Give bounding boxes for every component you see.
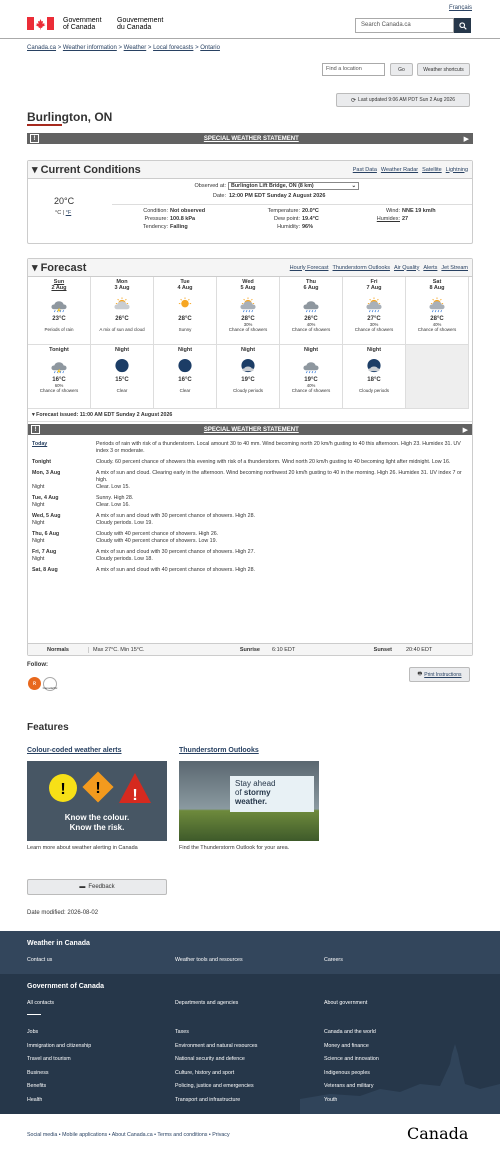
separator: •: [207, 1132, 213, 1138]
footer-divider: [27, 1014, 41, 1015]
detail-text: Cloudy with 40 percent chance of showers. Low 19.: [96, 538, 218, 544]
detail-period: Fri, 7 Aug: [32, 549, 57, 555]
detail-period: Night: [32, 502, 45, 508]
canada-flag-icon: [27, 17, 54, 30]
sun-cloud-rain-icon: [238, 297, 258, 313]
conditions-col2: Temperature: 20.0°C Dew point: 19.4°C Humidity: 96%: [267, 208, 319, 230]
forecast-day-name: Wed 5 Aug: [240, 279, 256, 291]
detail-period: Thu, 6 Aug: [32, 531, 60, 537]
breadcrumb-weather-info[interactable]: Weather information: [62, 45, 117, 51]
footer-link[interactable]: Transport and infrastructure: [175, 1096, 241, 1103]
unit-c[interactable]: °C: [55, 210, 62, 216]
detail-period[interactable]: Today: [32, 441, 48, 447]
humidex-link[interactable]: Humidex:: [376, 216, 400, 222]
forecast-temp: 28°C: [241, 316, 255, 322]
forecast-summary: Chance of showers: [291, 327, 331, 332]
detail-period: Tue, 4 Aug: [32, 495, 59, 501]
sws-banner-2[interactable]: [28, 424, 472, 435]
forecast-day-cell[interactable]: [91, 277, 154, 345]
footer-link[interactable]: Science and innovation: [324, 1056, 379, 1062]
sun-icon: [175, 297, 195, 313]
jet-stream-link[interactable]: Jet Stream: [441, 264, 468, 271]
search-icon: [459, 22, 467, 30]
last-updated-text: Last updated 9:06 AM PDT Sun 2 Aug 2026: [358, 97, 455, 103]
footer-link[interactable]: Health: [27, 1096, 43, 1103]
forecast-day-cell[interactable]: [280, 277, 343, 345]
forecast-night-temp: 16°C: [178, 377, 192, 383]
storm-img-text4: weather.: [235, 797, 268, 806]
breadcrumb-canada[interactable]: Canada.ca: [27, 45, 57, 51]
forecast-day-name: Tue 4 Aug: [177, 279, 193, 291]
forecast-detail-row: [32, 459, 468, 466]
forecast-days-row: [28, 277, 472, 345]
forecast-night-cell[interactable]: [217, 345, 280, 409]
detail-period: Night: [32, 538, 45, 544]
forecast-detail-row: [32, 470, 468, 484]
night-cloud-rain-icon: [301, 358, 321, 374]
footer-col3: [324, 1026, 379, 1107]
alert-icon: !: [30, 134, 39, 143]
detail-text: Cloudy. 60 percent chance of showers this evening with risk of a thunderstorm. Wind north 20 km/h gusting to 40 becoming light after midnight. Low 16.: [96, 459, 451, 465]
forecast-day-name: Sat 8 Aug: [429, 279, 445, 291]
detail-text: A mix of sun and cloud with 40 percent chance of showers. High 28.: [96, 567, 255, 573]
breadcrumb: Canada.ca > Weather information > Weather > Local forecasts > Ontario: [27, 45, 220, 51]
sws-link-2[interactable]: SPECIAL WEATHER STATEMENT: [203, 426, 299, 433]
forecast-pop: 40%: [432, 322, 442, 327]
forecast-night-summary: Clear: [179, 388, 191, 393]
forecast-detail-row: [32, 556, 468, 563]
weather-shortcuts-button[interactable]: Weather shortcuts: [417, 63, 470, 76]
detail-period: Night: [32, 520, 45, 526]
footer-bottom-link[interactable]: About Canada.ca: [111, 1132, 153, 1138]
storm-img-text3: stormy: [243, 788, 271, 797]
gov-fr-wordmark: Gouvernement du Canada: [117, 17, 164, 31]
forecast-night-summary: Cloudy periods: [358, 388, 390, 393]
print-instructions-button[interactable]: 🖶 Print Instructions: [409, 667, 470, 682]
forecast-title[interactable]: ▾ Forecast: [32, 262, 87, 274]
footer-link[interactable]: Immigration and citizenship: [27, 1042, 92, 1049]
comment-icon: ▬: [79, 884, 86, 890]
footer-link[interactable]: Taxes: [175, 1029, 189, 1035]
forecast-night-temp: 18°C: [367, 377, 381, 383]
forecast-detail-row: [32, 495, 468, 502]
follow-label: Follow:: [27, 662, 48, 668]
rain-storm-icon: [49, 297, 69, 313]
forecast-temp: 28°C: [430, 316, 444, 322]
forecast-summary: Chance of showers: [417, 327, 457, 332]
forecast-night-summary: Chance of showers: [291, 388, 331, 393]
detail-text: Cloudy periods. Low 18.: [96, 556, 153, 562]
footer-link[interactable]: National security and defence: [175, 1056, 245, 1062]
find-location-input[interactable]: Find a location: [322, 63, 385, 76]
footer-link[interactable]: Environment and natural resources: [175, 1042, 258, 1049]
breadcrumb-local-forecasts[interactable]: Local forecasts: [153, 45, 194, 51]
date-value: 12:00 PM EDT Sunday 2 August 2026: [229, 193, 326, 199]
forecast-detail-row: [32, 538, 468, 545]
chevron-right-icon: ▶: [462, 426, 468, 434]
unit-f[interactable]: °F: [65, 210, 72, 216]
search-input[interactable]: Search Canada.ca: [355, 18, 454, 33]
forecast-pop: 40%: [306, 322, 316, 327]
forecast-day-cell[interactable]: [28, 277, 91, 345]
separator: •: [152, 1132, 158, 1138]
forecast-summary: A mix of sun and cloud: [99, 327, 145, 332]
current-conditions-panel: [27, 160, 473, 244]
storm-img-text2: of: [235, 788, 244, 797]
detail-text: Periods of rain with risk of a thunderstorm. Local amount 30 to 40 mm. Wind becoming north 20 km/h gusting to 40 this afternoon. High 23. Humidex 31. UV index 3 or moderate.: [96, 441, 461, 454]
refresh-button[interactable]: [336, 93, 470, 107]
footer-link[interactable]: Canada and the world: [324, 1029, 376, 1035]
moon-icon: [175, 358, 195, 374]
moon-cloud-icon: [238, 358, 258, 374]
forecast-day-cell[interactable]: [343, 277, 406, 345]
thunderstorm-feature-desc: Find the Thunderstorm Outlook for your area.: [179, 845, 290, 851]
footer-link[interactable]: Jobs: [27, 1029, 39, 1035]
forecast-summary: Sunny: [178, 327, 192, 332]
detail-text: Clear. Low 15.: [96, 484, 130, 490]
language-toggle-link[interactable]: Français: [448, 5, 472, 11]
forecast-temp: 27°C: [367, 316, 381, 322]
forecast-detail-row: [32, 441, 468, 455]
page-title: Burlington, ON: [27, 110, 113, 124]
footer-goc-title: Government of Canada: [27, 983, 105, 990]
detail-text: Cloudy periods. Low 19.: [96, 520, 153, 526]
lightning-link[interactable]: Lightning: [445, 166, 468, 173]
alerts-img-text2: Know the risk.: [69, 823, 125, 832]
station-select[interactable]: Burlington Lift Bridge, ON (8 km) ⌄: [228, 182, 359, 190]
forecast-day-name: Sun 2 Aug: [51, 279, 67, 291]
normals-row: Normals Max 27°C. Min 15°C. Sunrise 6:10 EDT Sunset 20:40 EDT: [28, 643, 472, 655]
forecast-detail-row: [32, 484, 468, 491]
forecast-night-summary: Chance of showers: [39, 388, 79, 393]
current-conditions-title[interactable]: ▾ Current Conditions: [32, 164, 141, 176]
feedback-button[interactable]: ▬ Feedback: [27, 879, 167, 895]
feature-thunderstorm-link[interactable]: Thunderstorm Outlooks: [179, 747, 259, 754]
forecast-day-cell[interactable]: [154, 277, 217, 345]
footer-all-contacts[interactable]: All contacts: [27, 1000, 55, 1006]
footer-goc: [0, 974, 500, 1114]
detail-text: Cloudy with 40 percent chance of showers. High 26.: [96, 531, 219, 537]
forecast-night-cell[interactable]: [343, 345, 406, 409]
detail-period: Wed, 5 Aug: [32, 513, 61, 519]
sun-cloud-rain-icon: [427, 297, 447, 313]
forecast-temp: 28°C: [178, 316, 192, 322]
detail-period: Night: [32, 556, 45, 562]
detail-text: Sunny. High 28.: [96, 495, 134, 501]
forecast-day-name: Mon 3 Aug: [114, 279, 130, 291]
footer-link[interactable]: Benefits: [27, 1083, 47, 1089]
search-button[interactable]: [454, 18, 471, 33]
satellite-link[interactable]: Satellite: [422, 166, 442, 173]
title-underline: [27, 124, 62, 126]
svg-text:!: !: [95, 780, 101, 797]
footer-link[interactable]: Money and finance: [324, 1042, 369, 1049]
detail-period: Night: [32, 484, 45, 490]
forecast-day-cell[interactable]: [217, 277, 280, 345]
hourly-forecast-link[interactable]: Hourly Forecast: [289, 264, 329, 271]
svg-text:!: !: [132, 787, 138, 804]
footer-link[interactable]: Travel and tourism: [27, 1056, 71, 1062]
breadcrumb-ontario[interactable]: Ontario: [200, 45, 220, 51]
sws-link[interactable]: SPECIAL WEATHER STATEMENT: [203, 135, 299, 142]
detail-text: A mix of sun and cloud with 30 percent chance of showers. High 27.: [96, 549, 255, 555]
forecast-detail-row: [32, 520, 468, 527]
forecast-panel: [27, 258, 473, 656]
forecast-night-summary: Clear: [116, 388, 128, 393]
footer-link[interactable]: Culture, history and sport: [175, 1069, 235, 1076]
footer-careers-link[interactable]: Careers: [324, 957, 343, 963]
print-icon: 🖶: [417, 670, 423, 677]
date-modified: Date modified: 2026-08-02: [27, 910, 99, 916]
forecast-detail-row: [32, 531, 468, 538]
forecast-temp: 23°C: [52, 316, 66, 322]
feature-alerts-link[interactable]: Colour-coded weather alerts: [27, 747, 122, 754]
forecast-pop: 30%: [369, 322, 379, 327]
gov-en-wordmark: Government of Canada: [63, 17, 102, 31]
forecast-night-summary: Cloudy periods: [232, 388, 264, 393]
observed-label: Observed at:: [194, 183, 226, 189]
footer-wic-title: Weather in Canada: [27, 940, 90, 947]
rss-icon[interactable]: ʀ: [28, 677, 41, 690]
detail-text: Clear. Low 16.: [96, 502, 130, 508]
night-rain-storm-icon: [49, 358, 69, 374]
forecast-night-name: Tonight: [49, 347, 69, 353]
features-title: Features: [27, 722, 69, 733]
air-quality-link[interactable]: Air Quality: [393, 264, 420, 271]
forecast-night-cell[interactable]: [280, 345, 343, 409]
detail-period: Sat, 8 Aug: [32, 567, 58, 573]
current-conditions-header: [28, 161, 472, 179]
separator: •: [107, 1132, 112, 1138]
conditions-col3: Wind: NNE 19 km/h Humidex: 27: [350, 207, 470, 223]
forecast-details: [28, 435, 472, 574]
refresh-icon: ⟳: [351, 97, 357, 104]
footer-contact-link[interactable]: Contact us: [27, 957, 53, 963]
separator: •: [57, 1132, 63, 1138]
forecast-night-pop: 40%: [306, 383, 316, 388]
footer-link[interactable]: Business: [27, 1069, 49, 1076]
forecast-night-name: Night: [366, 347, 382, 353]
forecast-night-cell[interactable]: [154, 345, 217, 409]
cloud-rain-icon: [301, 297, 321, 313]
forecast-night-name: Night: [114, 347, 130, 353]
go-button[interactable]: Go: [390, 63, 413, 76]
forecast-night-empty: [406, 345, 469, 409]
forecast-night-temp: 19°C: [241, 377, 255, 383]
weather-radar-link[interactable]: Weather Radar: [380, 166, 419, 173]
canada-wordmark: Canada: [407, 1124, 469, 1143]
sun-cloud-icon: [112, 297, 132, 313]
footer-bottom-link[interactable]: Terms and conditions: [157, 1132, 208, 1138]
detail-text: A mix of sun and cloud. Clearing early in the afternoon. Wind becoming northwest 20 km/h gusting to 40 in the morning. High 26. Humidex 31. UV index 7 or high.: [96, 470, 462, 483]
detail-text: A mix of sun and cloud with 30 percent chance of showers. High 28.: [96, 513, 255, 519]
forecast-day-cell[interactable]: [406, 277, 469, 345]
forecast-header: [28, 259, 472, 277]
forecast-summary: Chance of showers: [354, 327, 394, 332]
alert-icon: !: [31, 425, 40, 434]
sun-cloud-rain-icon: [364, 297, 384, 313]
footer-col1: [27, 1026, 91, 1107]
footer-link[interactable]: Youth: [324, 1096, 338, 1103]
forecast-night-cell[interactable]: [28, 345, 91, 409]
detail-period: Mon, 3 Aug: [32, 470, 61, 476]
forecast-night-temp: 15°C: [115, 377, 129, 383]
footer-departments[interactable]: Departments and agencies: [175, 1000, 239, 1006]
alerts-feature-desc: Learn more about weather alerting in Canada: [27, 845, 138, 851]
forecast-day-name: Thu 6 Aug: [303, 279, 319, 291]
unit-toggle: °C | °F: [55, 210, 72, 216]
forecast-nights-row: [28, 345, 472, 409]
forecast-night-name: Night: [303, 347, 319, 353]
footer-link[interactable]: Policing, justice and emergencies: [175, 1083, 254, 1089]
thunderstorm-feature-image[interactable]: [179, 761, 319, 841]
forecast-temp: 26°C: [115, 316, 129, 322]
past-data-link[interactable]: Past Data: [352, 166, 377, 173]
forecast-night-name: Night: [240, 347, 256, 353]
forecast-night-temp: 19°C: [304, 377, 318, 383]
breadcrumb-weather[interactable]: Weather: [123, 45, 147, 51]
forecast-detail-row: [32, 502, 468, 509]
moon-cloud-icon: [364, 358, 384, 374]
alert-colours-icon: [43, 771, 153, 805]
svg-text:!: !: [60, 781, 66, 798]
forecast-night-cell[interactable]: [91, 345, 154, 409]
conditions-col1: Condition: Not observed Pressure: 100.8 kPa Tendency: Falling: [142, 208, 206, 230]
alerts-link[interactable]: Alerts: [423, 264, 438, 271]
header-divider: [0, 38, 500, 39]
forecast-temp: 26°C: [304, 316, 318, 322]
current-temp: 20°C: [54, 196, 75, 206]
forecast-night-temp: 16°C: [52, 377, 66, 383]
footer-bottom-link[interactable]: Mobile applications: [62, 1132, 108, 1138]
footer-col2: [175, 1026, 257, 1107]
divider: [112, 204, 472, 205]
footer-tools-link[interactable]: Weather tools and resources: [175, 957, 243, 963]
storm-img-text1: Stay ahead: [235, 779, 276, 788]
footer-link[interactable]: Indigenous peoples: [324, 1069, 370, 1076]
detail-period: Tonight: [32, 459, 52, 465]
footer-about-gov[interactable]: About government: [324, 1000, 368, 1006]
chevron-right-icon: ▶: [463, 135, 469, 143]
forecast-detail-row: [32, 549, 468, 556]
moon-icon: [112, 358, 132, 374]
alerts-feature-image[interactable]: [27, 761, 167, 841]
footer-bottom-link[interactable]: Privacy: [212, 1132, 230, 1138]
forecast-summary: Periods of rain: [44, 327, 74, 332]
chevron-down-icon: ⌄: [351, 183, 356, 189]
date-label: Date:: [212, 193, 226, 199]
footer-weather-canada: [0, 931, 500, 974]
forecast-summary: Chance of showers: [228, 327, 268, 332]
footer-link[interactable]: Veterans and military: [324, 1083, 374, 1089]
forecast-pop: 30%: [243, 322, 253, 327]
footer-bottom-links: [27, 1132, 230, 1138]
thunderstorm-outlooks-link[interactable]: Thunderstorm Outlooks: [332, 264, 390, 271]
forecast-detail-row: [32, 513, 468, 520]
forecast-night-name: Night: [177, 347, 193, 353]
special-weather-statement-banner[interactable]: [27, 133, 473, 144]
forecast-day-name: Fri 7 Aug: [366, 279, 382, 291]
alerts-img-text1: Know the colour.: [64, 813, 130, 822]
forecast-night-pop: 60%: [54, 383, 64, 388]
canadawx-icon[interactable]: CanadaWx: [43, 677, 57, 691]
footer-bottom-link[interactable]: Social media: [27, 1132, 58, 1138]
forecast-detail-row: [32, 567, 468, 574]
forecast-issued[interactable]: ▾ Forecast issued: 11:00 AM EDT Sunday 2 August 2026: [28, 409, 472, 422]
